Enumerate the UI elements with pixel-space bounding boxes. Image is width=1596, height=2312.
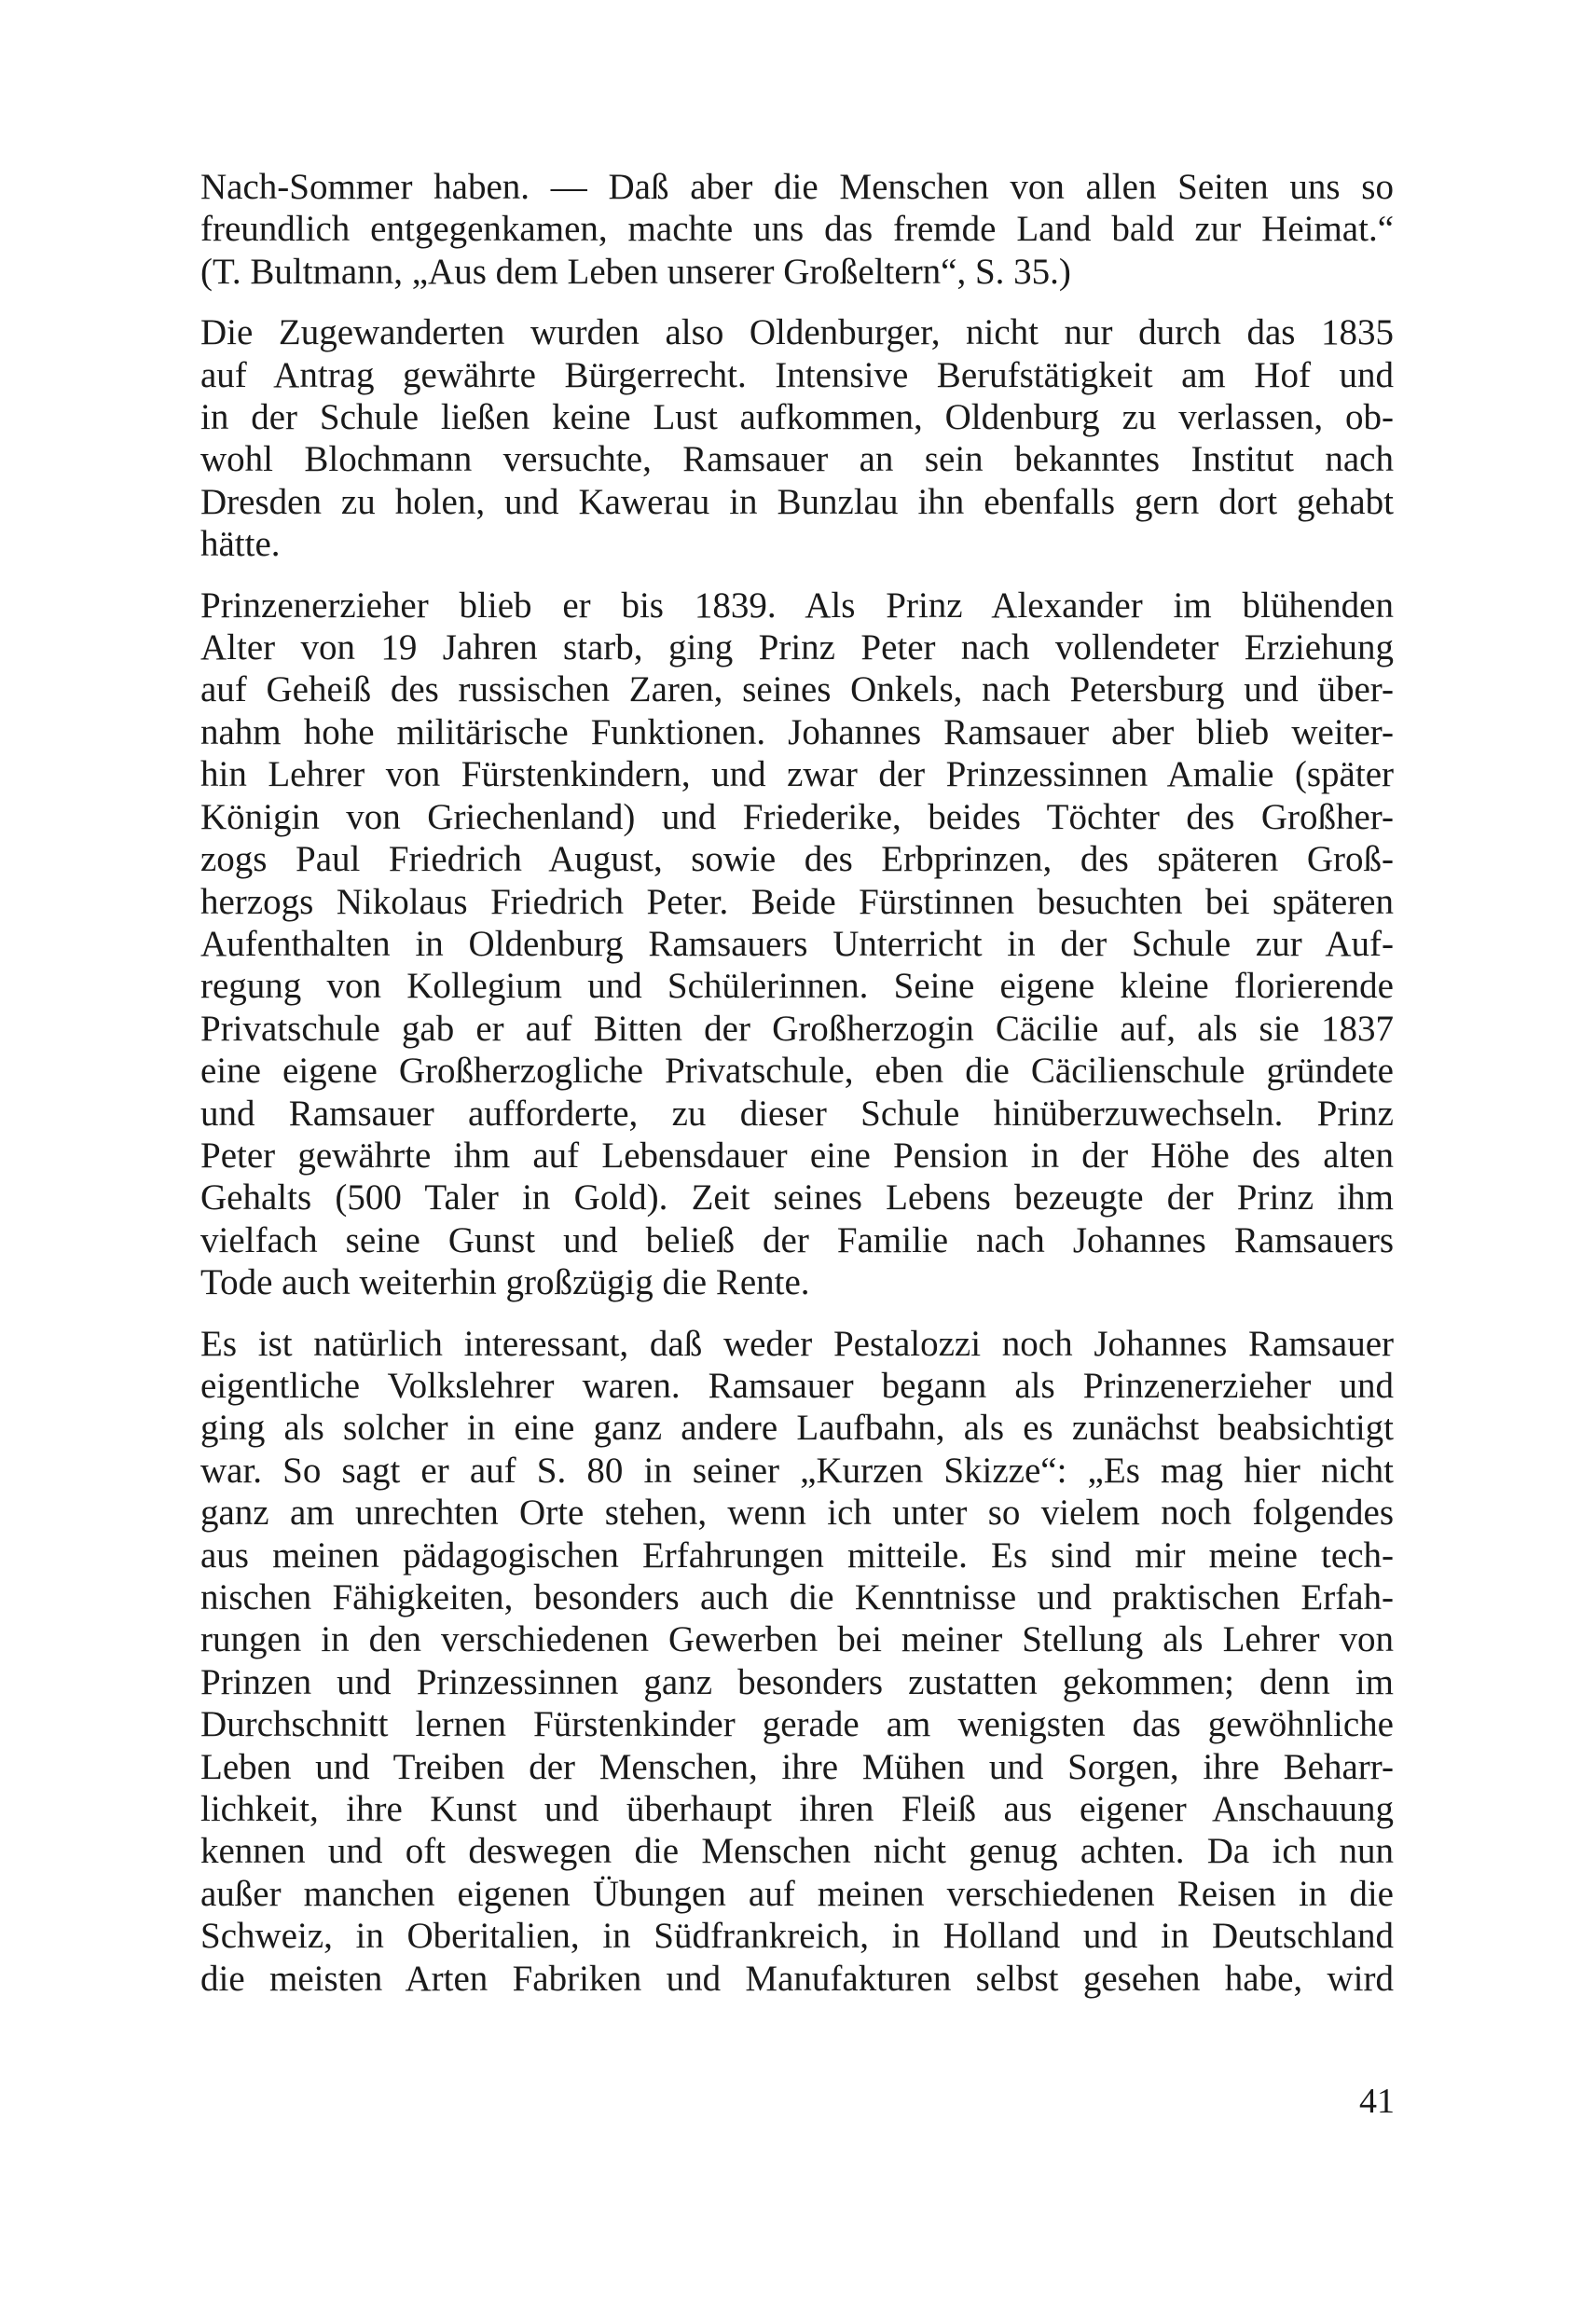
text-line: außer manchen eigenen Übungen auf meinen verschiedenen Reisen in die	[200, 1873, 1394, 1914]
text-line: lichkeit, ihre Kunst und überhaupt ihren Fleiß aus eigener Anschauung	[200, 1789, 1394, 1830]
text-line: vielfach seine Gunst und beließ der Familie nach Johannes Ramsauers	[200, 1219, 1394, 1260]
text-line: ging als solcher in eine ganz andere Laufbahn, als es zunächst beabsichtigt	[200, 1408, 1394, 1449]
text-line: auf Geheiß des russischen Zaren, seines Onkels, nach Petersburg und über-	[200, 669, 1394, 710]
text-line: und Ramsauer aufforderte, zu dieser Schule hinüberzuwechseln. Prinz	[200, 1093, 1394, 1134]
text-line: Prinzenerzieher blieb er bis 1839. Als Prinz Alexander im blühenden	[200, 585, 1394, 626]
text-line: rungen in den verschiedenen Gewerben bei meiner Stellung als Lehrer von	[200, 1619, 1394, 1660]
text-line: (T. Bultmann, „Aus dem Leben unserer Großeltern“, S. 35.)	[200, 251, 1071, 292]
text-line: aus meinen pädagogischen Erfahrungen mitteile. Es sind mir meine tech-	[200, 1534, 1394, 1576]
text-line: Die Zugewanderten wurden also Oldenburger, nicht nur durch das 1835	[200, 312, 1394, 353]
text-line: war. So sagt er auf S. 80 in seiner „Kurzen Skizze“: „Es mag hier nicht	[200, 1450, 1394, 1491]
text-line: hätte.	[200, 524, 281, 565]
text-line: Aufenthalten in Oldenburg Ramsauers Unterricht in der Schule zur Auf-	[200, 923, 1394, 964]
text-line: Königin von Griechenland) und Friederike, beides Töchter des Großher-	[200, 796, 1394, 837]
paragraph	[200, 585, 1394, 1304]
text-line: auf Antrag gewährte Bürgerrecht. Intensive Berufstätigkeit am Hof und	[200, 354, 1394, 395]
paragraph	[200, 1323, 1394, 2001]
text-line: Es ist natürlich interessant, daß weder Pestalozzi noch Johannes Ramsauer	[200, 1323, 1394, 1364]
text-line: kennen und oft deswegen die Menschen nicht genug achten. Da ich nun	[200, 1831, 1394, 1872]
text-line: Prinzen und Prinzessinnen ganz besonders zustatten gekommen; denn im	[200, 1661, 1394, 1702]
text-line: Dresden zu holen, und Kawerau in Bunzlau ihn ebenfalls gern dort gehabt	[200, 481, 1394, 522]
text-line: freundlich entgegenkamen, machte uns das fremde Land bald zur Heimat.“	[200, 209, 1394, 250]
text-line: wohl Blochmann versuchte, Ramsauer an sein bekanntes Institut nach	[200, 439, 1394, 480]
paragraph	[200, 311, 1394, 565]
text-line: Alter von 19 Jahren starb, ging Prinz Peter nach vollendeter Erziehung	[200, 627, 1394, 668]
text-line: Peter gewährte ihm auf Lebensdauer eine Pension in der Höhe des alten	[200, 1135, 1394, 1176]
text-line: regung von Kollegium und Schülerinnen. Seine eigene kleine florierende	[200, 966, 1394, 1007]
text-line: Tode auch weiterhin großzügig die Rente.	[200, 1262, 810, 1303]
text-line: zogs Paul Friedrich August, sowie des Erbprinzen, des späteren Groß-	[200, 839, 1394, 880]
text-line: eine eigene Großherzogliche Privatschule, eben die Cäcilienschule gründete	[200, 1051, 1394, 1092]
text-line: herzogs Nikolaus Friedrich Peter. Beide Fürstinnen besuchten bei späteren	[200, 881, 1394, 922]
page-body	[200, 166, 1394, 2018]
text-line: in der Schule ließen keine Lust aufkommen, Oldenburg zu verlassen, ob-	[200, 397, 1394, 438]
text-line: Gehalts (500 Taler in Gold). Zeit seines Lebens bezeugte der Prinz ihm	[200, 1177, 1394, 1218]
text-line: Nach-Sommer haben. — Daß aber die Menschen von allen Seiten uns so	[200, 167, 1394, 207]
text-line: ganz am unrechten Orte stehen, wenn ich unter so vielem noch folgendes	[200, 1493, 1394, 1534]
text-line: Leben und Treiben der Menschen, ihre Mühen und Sorgen, ihre Beharr-	[200, 1746, 1394, 1787]
text-line: nischen Fähigkeiten, besonders auch die Kenntnisse und praktischen Erfah-	[200, 1577, 1394, 1617]
text-line: hin Lehrer von Fürstenkindern, und zwar der Prinzessinnen Amalie (später	[200, 754, 1394, 795]
text-line: Privatschule gab er auf Bitten der Großherzogin Cäcilie auf, als sie 1837	[200, 1008, 1394, 1049]
text-line: Schweiz, in Oberitalien, in Südfrankreich, in Holland und in Deutschland	[200, 1916, 1394, 1957]
paragraph	[200, 166, 1394, 293]
text-line: nahm hohe militärische Funktionen. Johannes Ramsauer aber blieb weiter-	[200, 711, 1394, 752]
page-number: 41	[1359, 2082, 1395, 2121]
text-line: die meisten Arten Fabriken und Manufakturen selbst gesehen habe, wird	[200, 1958, 1394, 1999]
text-line: eigentliche Volkslehrer waren. Ramsauer begann als Prinzenerzieher und	[200, 1365, 1394, 1406]
text-line: Durchschnitt lernen Fürstenkinder gerade am wenigsten das gewöhnliche	[200, 1704, 1394, 1745]
